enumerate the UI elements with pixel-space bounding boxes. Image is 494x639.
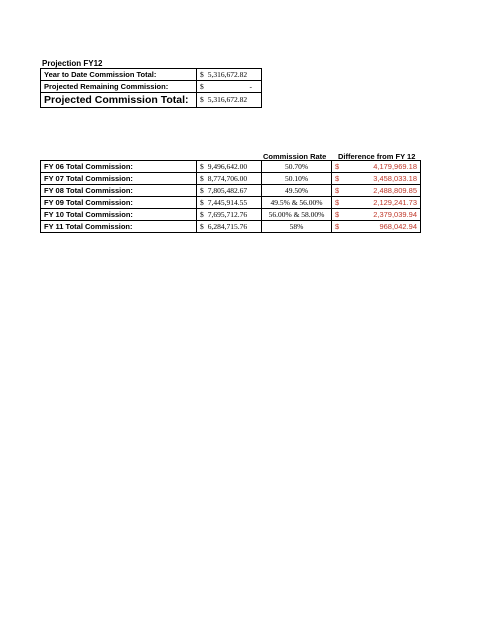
- table-row: [41, 197, 421, 209]
- difference-header: Difference from FY 12: [338, 152, 416, 161]
- fy-history-table: [40, 160, 421, 233]
- row-label: FY 09 Total Commission:: [41, 197, 197, 209]
- difference-cell: $ 2,129,241.73: [332, 197, 421, 209]
- difference-cell: $ 2,379,039.94: [332, 209, 421, 221]
- remaining-commission-cell: $ -: [197, 81, 262, 93]
- projection-table: [40, 68, 262, 108]
- difference-cell: $ 4,179,969.18: [332, 161, 421, 173]
- row-label: Year to Date Commission Total:: [41, 69, 197, 81]
- row-label: FY 11 Total Commission:: [41, 221, 197, 233]
- difference-cell: $ 3,458,033.18: [332, 173, 421, 185]
- commission-rate-cell: 58%: [262, 221, 332, 233]
- projection-title: Projection FY12: [42, 59, 103, 68]
- commission-rate-cell: 49.50%: [262, 185, 332, 197]
- table-row: [41, 209, 421, 221]
- row-label: FY 06 Total Commission:: [41, 161, 197, 173]
- commission-rate-cell: 50.10%: [262, 173, 332, 185]
- ytd-commission-cell: $ 5,316,672.82: [197, 69, 262, 81]
- total-commission-cell: $ 9,496,642.00: [197, 161, 262, 173]
- commission-rate-cell: 50.70%: [262, 161, 332, 173]
- table-row: [41, 69, 262, 81]
- total-commission-cell: $ 7,445,914.55: [197, 197, 262, 209]
- row-label: FY 07 Total Commission:: [41, 173, 197, 185]
- row-label: Projected Remaining Commission:: [41, 81, 197, 93]
- difference-cell: $ 2,488,809.85: [332, 185, 421, 197]
- total-commission-cell: $ 7,695,712.76: [197, 209, 262, 221]
- row-label: Projected Commission Total:: [41, 93, 197, 108]
- table-row: [41, 93, 262, 108]
- total-commission-cell: $ 6,284,715.76: [197, 221, 262, 233]
- table-row: [41, 81, 262, 93]
- table-row: [41, 161, 421, 173]
- table-row: [41, 221, 421, 233]
- total-commission-cell: $ 8,774,706.00: [197, 173, 262, 185]
- commission-rate-cell: 49.5% & 56.00%: [262, 197, 332, 209]
- row-label: FY 10 Total Commission:: [41, 209, 197, 221]
- table-row: [41, 185, 421, 197]
- total-commission-cell: $ 7,805,482.67: [197, 185, 262, 197]
- difference-cell: $ 968,042.94: [332, 221, 421, 233]
- commission-rate-cell: 56.00% & 58.00%: [262, 209, 332, 221]
- projected-total-cell: $ 5,316,672.82: [197, 93, 262, 108]
- commission-rate-header: Commission Rate: [263, 152, 327, 161]
- row-label: FY 08 Total Commission:: [41, 185, 197, 197]
- table-row: [41, 173, 421, 185]
